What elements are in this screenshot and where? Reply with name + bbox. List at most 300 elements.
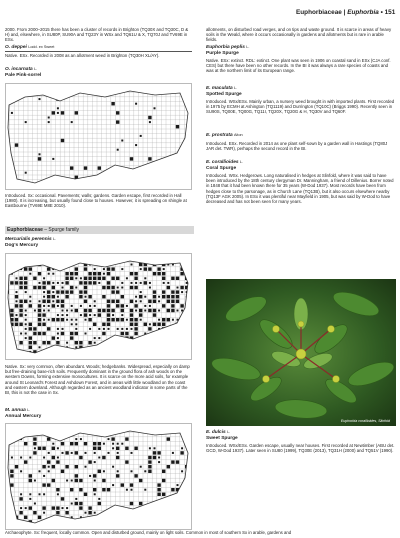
- record-square: [52, 300, 54, 302]
- record-square: [65, 511, 68, 514]
- record-square: [153, 272, 156, 275]
- record-square: [38, 157, 41, 160]
- record-square: [29, 493, 31, 495]
- map-grid: [5, 253, 193, 363]
- record-square: [84, 493, 87, 496]
- record-square: [80, 351, 82, 353]
- record-square: [52, 360, 54, 362]
- record-square: [98, 356, 100, 358]
- record-square: [116, 166, 119, 169]
- record-square: [61, 332, 64, 335]
- record-square: [88, 254, 91, 257]
- record-square: [62, 452, 64, 454]
- record-square: [42, 506, 45, 509]
- record-square: [75, 526, 77, 528]
- record-square: [102, 479, 105, 482]
- record-square: [16, 291, 18, 293]
- record-square: [186, 310, 188, 312]
- record-square: [29, 498, 31, 500]
- record-square: [39, 470, 41, 472]
- record-square: [131, 282, 133, 284]
- record-square: [134, 428, 137, 431]
- record-square: [149, 282, 151, 284]
- record-square: [162, 470, 165, 473]
- record-square: [62, 328, 64, 330]
- record-square: [158, 319, 160, 321]
- record-square: [19, 300, 22, 303]
- record-square: [180, 272, 183, 275]
- record-square: [42, 447, 45, 450]
- record-square: [20, 493, 22, 495]
- record-square: [167, 350, 170, 353]
- record-square: [19, 286, 22, 289]
- record-square: [144, 267, 147, 270]
- record-square: [121, 140, 123, 142]
- record-square: [111, 318, 114, 321]
- species-heading-e-maculata: [206, 86, 396, 97]
- page-number: 151: [384, 9, 396, 16]
- record-square: [111, 341, 114, 344]
- record-square: [15, 525, 18, 528]
- record-square: [15, 433, 18, 436]
- record-square: [172, 452, 174, 454]
- record-square: [38, 286, 41, 289]
- record-square: [11, 457, 13, 459]
- record-square: [131, 470, 133, 472]
- record-square: [162, 290, 165, 293]
- record-square: [85, 466, 87, 468]
- record-square: [47, 300, 50, 303]
- record-square: [180, 286, 183, 289]
- record-square: [75, 346, 77, 348]
- record-square: [111, 428, 114, 431]
- record-square: [79, 506, 82, 509]
- record-square: [19, 263, 22, 266]
- record-square: [111, 286, 114, 289]
- record-square: [103, 328, 105, 330]
- record-square: [157, 350, 160, 353]
- record-square: [70, 520, 73, 523]
- record-square: [25, 333, 27, 335]
- record-square: [121, 355, 124, 358]
- record-square: [144, 277, 146, 279]
- record-square: [33, 341, 36, 344]
- record-square: [94, 268, 96, 270]
- record-square: [66, 259, 68, 261]
- record-square: [153, 456, 156, 459]
- record-square: [10, 474, 13, 477]
- record-square: [11, 351, 13, 353]
- record-square: [29, 356, 31, 358]
- record-square: [149, 323, 151, 325]
- record-square: [47, 295, 50, 298]
- record-square: [84, 267, 87, 270]
- authority: L.: [53, 237, 57, 241]
- record-square: [167, 295, 170, 298]
- record-square: [107, 286, 110, 289]
- common-name: Pale Pink-sorrel: [5, 72, 42, 78]
- record-square: [42, 286, 45, 289]
- record-square: [108, 264, 110, 266]
- record-square: [102, 309, 105, 312]
- record-square: [131, 264, 133, 266]
- record-square: [61, 254, 64, 257]
- record-square: [154, 259, 156, 261]
- record-square: [38, 304, 41, 307]
- record-square: [6, 328, 8, 330]
- record-square: [121, 282, 123, 284]
- record-square: [43, 319, 45, 321]
- record-square: [29, 267, 32, 270]
- right-intro-text: allotments, on disturbed road verges, and on tips and waste ground. It is scarce in areas of heavy soils in the Weald, where it occurs occasionally in gardens and allotments but is rare in arable fields.: [206, 27, 392, 43]
- record-square: [88, 341, 91, 344]
- record-square: [52, 254, 55, 257]
- record-square: [135, 282, 137, 284]
- record-square: [20, 507, 22, 509]
- record-square: [125, 437, 128, 440]
- record-square: [47, 258, 50, 261]
- record-square: [130, 483, 133, 486]
- record-square: [15, 143, 18, 146]
- family-subtitle: – Spurge family: [42, 227, 79, 233]
- record-square: [163, 268, 165, 270]
- record-square: [43, 512, 45, 514]
- record-square: [181, 84, 183, 86]
- e-maculata-text: Introduced. WSx/ESx. Mainly urban, a nursery weed brought in with imported plants. First recorded in 1975 by ECMH at Ashington (TQ1119) and Durrington (TQ10C) (Briggs 1990). Recently seen in SU90S, TQ00E, TQ00G, TQ11I, TQ20X, TQ20G & H, TQ30V and TQ60F.: [206, 99, 395, 115]
- record-square: [52, 506, 55, 509]
- record-square: [11, 112, 13, 114]
- record-square: [80, 305, 82, 307]
- record-square: [130, 185, 133, 188]
- record-square: [116, 300, 119, 303]
- record-square: [144, 336, 147, 339]
- record-square: [25, 337, 27, 339]
- record-square: [121, 346, 123, 348]
- record-square: [112, 356, 114, 358]
- record-square: [111, 437, 114, 440]
- record-square: [85, 512, 87, 514]
- record-square: [111, 309, 114, 312]
- record-square: [93, 447, 96, 450]
- record-square: [130, 254, 133, 257]
- record-square: [52, 447, 55, 450]
- record-square: [10, 483, 13, 486]
- record-square: [158, 259, 160, 261]
- record-square: [6, 313, 9, 316]
- record-square: [134, 277, 137, 280]
- record-square: [144, 470, 146, 472]
- record-square: [25, 172, 27, 174]
- record-square: [148, 309, 151, 312]
- record-square: [130, 341, 133, 344]
- o-incarnata-text: Introduced. Sx: occasional. Pavements; walls; gardens. Garden escape, first recorded in Hall (1980). It is increasing, but usually found close to houses. However, it is spreading on shingle at Eastbourne (TV69E M8E 2010).: [5, 193, 187, 209]
- record-square: [24, 442, 27, 445]
- record-square: [42, 520, 45, 523]
- record-square: [111, 102, 114, 105]
- record-square: [121, 360, 123, 362]
- record-square: [167, 258, 170, 261]
- record-square: [66, 310, 68, 312]
- record-square: [56, 290, 59, 293]
- record-square: [25, 526, 27, 528]
- record-square: [20, 470, 22, 472]
- record-square: [56, 263, 59, 266]
- record-square: [171, 290, 174, 293]
- e-dulcis-text: Introduced. WSx/ESx. Garden escape, usually near houses. First recorded at Newtimber (ABU det. GCD, W-Dod 1937). Later seen in SU80 (1999), TQ30E (2013), TQ31H (2000) and TQ51V (1990).: [206, 443, 395, 454]
- record-square: [6, 254, 9, 257]
- record-square: [24, 460, 27, 463]
- record-square: [111, 277, 114, 280]
- record-square: [162, 323, 165, 326]
- record-square: [134, 355, 137, 358]
- header-family: Euphorbiaceae: [296, 9, 342, 16]
- record-square: [24, 281, 27, 284]
- record-square: [131, 346, 133, 348]
- record-square: [176, 125, 179, 128]
- record-square: [98, 424, 101, 427]
- species-heading-o-incarnata: [5, 67, 192, 78]
- record-square: [185, 355, 188, 358]
- record-square: [130, 313, 133, 316]
- record-square: [61, 318, 64, 321]
- record-square: [93, 474, 96, 477]
- record-square: [149, 342, 151, 344]
- record-square: [16, 356, 18, 358]
- distribution-map-o-incarnata: [5, 83, 192, 190]
- record-square: [94, 337, 96, 339]
- record-square: [98, 272, 101, 275]
- record-square: [98, 442, 101, 445]
- record-square: [94, 314, 96, 316]
- record-square: [61, 300, 64, 303]
- record-square: [130, 300, 133, 303]
- record-square: [157, 483, 160, 486]
- record-square: [180, 355, 183, 358]
- record-square: [24, 277, 27, 280]
- record-square: [88, 281, 91, 284]
- record-square: [85, 333, 87, 335]
- record-square: [140, 282, 142, 284]
- record-square: [84, 281, 87, 284]
- record-square: [162, 332, 165, 335]
- record-square: [167, 497, 170, 500]
- record-square: [102, 332, 105, 335]
- record-square: [176, 295, 179, 298]
- record-square: [134, 286, 137, 289]
- record-square: [144, 281, 147, 284]
- record-square: [16, 300, 18, 302]
- record-square: [171, 428, 174, 431]
- record-square: [61, 180, 64, 183]
- record-square: [176, 290, 179, 293]
- record-square: [57, 305, 59, 307]
- header-genus: Euphorbia: [347, 9, 379, 16]
- record-square: [34, 310, 36, 312]
- record-square: [180, 428, 183, 431]
- record-square: [94, 461, 96, 463]
- record-square: [153, 295, 156, 298]
- record-square: [70, 277, 73, 280]
- record-square: [149, 305, 151, 307]
- record-square: [33, 442, 36, 445]
- record-square: [71, 121, 73, 123]
- record-square: [24, 254, 27, 257]
- record-square: [148, 300, 151, 303]
- record-square: [121, 287, 123, 289]
- record-square: [116, 120, 119, 123]
- record-square: [157, 493, 160, 496]
- record-square: [75, 319, 77, 321]
- record-square: [80, 181, 82, 183]
- record-square: [71, 310, 73, 312]
- record-square: [180, 506, 183, 509]
- species-heading-e-prostrata: [206, 133, 396, 139]
- record-square: [130, 525, 133, 528]
- record-square: [84, 300, 87, 303]
- record-square: [149, 516, 151, 518]
- record-square: [176, 254, 179, 257]
- record-square: [89, 360, 91, 362]
- record-square: [148, 327, 151, 330]
- record-square: [139, 313, 142, 316]
- record-square: [121, 328, 123, 330]
- record-square: [107, 323, 110, 326]
- record-square: [153, 309, 156, 312]
- record-square: [148, 336, 151, 339]
- record-square: [65, 451, 68, 454]
- record-square: [93, 428, 96, 431]
- common-name: Spotted Spurge: [206, 91, 242, 97]
- record-square: [111, 350, 114, 353]
- record-square: [29, 474, 32, 477]
- record-square: [61, 304, 64, 307]
- record-square: [103, 268, 105, 270]
- record-square: [149, 121, 151, 123]
- record-square: [39, 282, 41, 284]
- record-square: [171, 300, 174, 303]
- record-square: [134, 327, 137, 330]
- record-square: [70, 258, 73, 261]
- record-square: [65, 433, 68, 436]
- record-square: [79, 488, 82, 491]
- record-square: [107, 309, 110, 312]
- record-square: [181, 447, 183, 449]
- e-peplis-text: Native. ESx: extinct. RDL: extinct. One plant was seen in 1906 on coastal sand in ESx (CJA conf. CES) but there have been no other records. In the BI it was always a rare species of coasts and was at the northern limit of its European range.: [206, 58, 391, 74]
- record-square: [158, 300, 160, 302]
- record-square: [84, 286, 87, 289]
- record-square: [57, 526, 59, 528]
- record-square: [57, 282, 59, 284]
- record-square: [139, 479, 142, 482]
- record-square: [71, 480, 73, 482]
- record-square: [34, 264, 36, 266]
- record-square: [116, 336, 119, 339]
- record-square: [15, 281, 18, 284]
- record-square: [29, 258, 32, 261]
- record-square: [134, 323, 137, 326]
- record-square: [71, 503, 73, 505]
- record-square: [85, 452, 87, 454]
- record-square: [71, 323, 73, 325]
- record-square: [70, 442, 73, 445]
- record-square: [98, 470, 101, 473]
- record-square: [65, 295, 68, 298]
- record-square: [25, 323, 27, 325]
- record-square: [181, 470, 183, 472]
- record-square: [149, 429, 151, 431]
- record-square: [181, 342, 183, 344]
- record-square: [88, 506, 91, 509]
- record-square: [75, 356, 77, 358]
- record-square: [98, 502, 101, 505]
- record-square: [25, 291, 27, 293]
- record-square: [10, 254, 13, 257]
- record-square: [61, 470, 64, 473]
- record-square: [148, 470, 151, 473]
- record-square: [29, 273, 31, 275]
- record-square: [70, 286, 73, 289]
- record-square: [48, 466, 50, 468]
- record-square: [52, 433, 55, 436]
- record-square: [19, 304, 22, 307]
- record-square: [154, 346, 156, 348]
- record-square: [121, 314, 123, 316]
- record-square: [185, 502, 188, 505]
- record-square: [139, 359, 142, 362]
- record-square: [126, 277, 128, 279]
- species-heading-m-perennis: [5, 237, 192, 248]
- record-square: [135, 296, 137, 298]
- map-frame: [6, 84, 192, 190]
- record-square: [111, 346, 114, 349]
- record-square: [33, 332, 36, 335]
- record-square: [16, 314, 18, 316]
- o-deppei-text: Native. ESx. Recorded in 2008 as an allotment weed in Brighton (TQ30H XL/AY).: [5, 53, 160, 58]
- record-square: [94, 259, 96, 261]
- record-square: [102, 350, 105, 353]
- record-square: [98, 264, 100, 266]
- latin-name: M. annua: [5, 408, 26, 413]
- record-square: [163, 282, 165, 284]
- record-square: [6, 351, 8, 353]
- record-square: [52, 282, 54, 284]
- record-square: [98, 166, 101, 169]
- record-square: [29, 341, 32, 344]
- record-square: [134, 332, 137, 335]
- record-square: [56, 506, 59, 509]
- record-square: [19, 277, 22, 280]
- record-square: [180, 346, 183, 349]
- record-square: [89, 328, 91, 330]
- record-square: [93, 488, 96, 491]
- record-square: [47, 290, 50, 293]
- record-square: [94, 300, 96, 302]
- record-square: [162, 277, 165, 280]
- record-square: [148, 350, 151, 353]
- record-square: [75, 465, 78, 468]
- record-square: [186, 333, 188, 335]
- record-square: [85, 296, 87, 298]
- record-square: [167, 333, 169, 335]
- record-square: [89, 314, 91, 316]
- record-square: [47, 483, 50, 486]
- record-square: [162, 516, 165, 519]
- record-square: [157, 346, 160, 349]
- record-square: [19, 281, 22, 284]
- authority: Aiton: [234, 133, 243, 137]
- record-square: [112, 443, 114, 445]
- record-square: [102, 433, 105, 436]
